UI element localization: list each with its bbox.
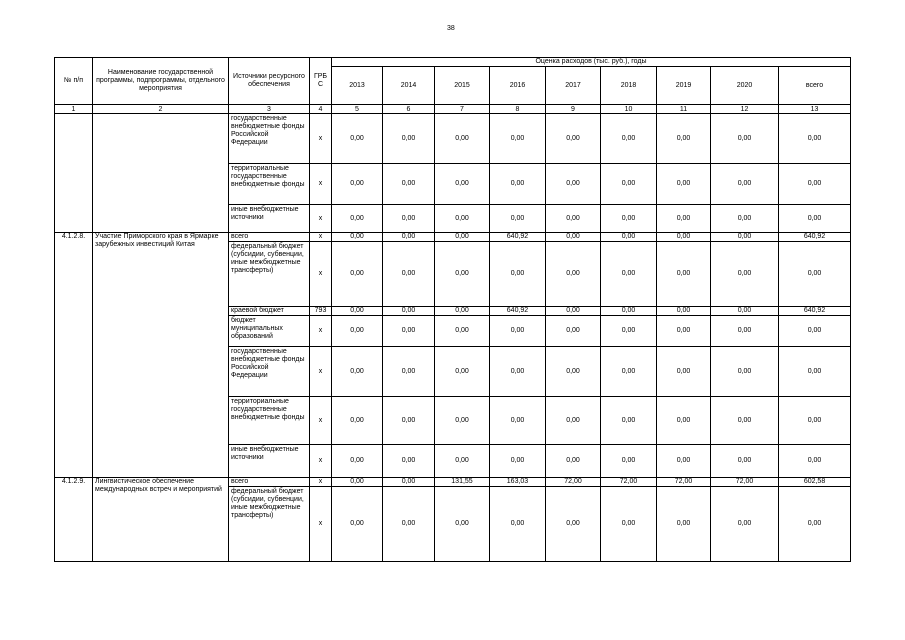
- column-number: 4: [310, 105, 332, 114]
- year-value: 0,00: [657, 307, 711, 316]
- year-value: 72,00: [601, 478, 657, 487]
- year-value: 0,00: [383, 445, 435, 478]
- grbs-code: х: [310, 478, 332, 487]
- year-value: 0,00: [490, 487, 546, 562]
- year-value: 0,00: [332, 233, 383, 242]
- column-number: 7: [435, 105, 490, 114]
- column-number: 12: [711, 105, 779, 114]
- header-year: 2020: [711, 67, 779, 105]
- year-value: 0,00: [657, 347, 711, 397]
- year-value: 163,03: [490, 478, 546, 487]
- funding-source: государственные внебюджетные фонды Российской Федерации: [229, 114, 310, 164]
- year-value: 0,00: [546, 233, 601, 242]
- year-value: 0,00: [601, 487, 657, 562]
- year-value: 0,00: [383, 316, 435, 347]
- column-number: 8: [490, 105, 546, 114]
- year-value: 0,00: [711, 307, 779, 316]
- year-value: 131,55: [435, 478, 490, 487]
- year-value: 0,00: [383, 164, 435, 205]
- header-col-name: Наименование государственной программы, подпрограммы, отдельного мероприятия: [93, 58, 229, 105]
- header-year-total: всего: [779, 67, 851, 105]
- funding-source: краевой бюджет: [229, 307, 310, 316]
- grbs-code: х: [310, 242, 332, 307]
- year-value: 0,00: [383, 205, 435, 233]
- year-value: 0,00: [657, 487, 711, 562]
- year-value: 0,00: [490, 445, 546, 478]
- year-value: 0,00: [383, 114, 435, 164]
- total-value: 602,58: [779, 478, 851, 487]
- funding-source: бюджет муниципальных образований: [229, 316, 310, 347]
- year-value: 0,00: [332, 164, 383, 205]
- year-value: 0,00: [546, 445, 601, 478]
- year-value: 0,00: [490, 316, 546, 347]
- column-numbers-row: [55, 105, 851, 114]
- total-value: 0,00: [779, 164, 851, 205]
- column-number: 1: [55, 105, 93, 114]
- year-value: 0,00: [601, 397, 657, 445]
- total-value: 0,00: [779, 487, 851, 562]
- year-value: 0,00: [383, 233, 435, 242]
- year-value: 0,00: [601, 242, 657, 307]
- year-value: 0,00: [383, 307, 435, 316]
- expenditure-table: [54, 57, 851, 562]
- column-number: 6: [383, 105, 435, 114]
- year-value: 0,00: [435, 316, 490, 347]
- item-index: 4.1.2.8.: [55, 233, 93, 478]
- total-value: 640,92: [779, 307, 851, 316]
- total-value: 0,00: [779, 347, 851, 397]
- column-number: 2: [93, 105, 229, 114]
- year-value: 0,00: [601, 114, 657, 164]
- year-value: 0,00: [601, 205, 657, 233]
- year-value: 0,00: [435, 233, 490, 242]
- grbs-code: х: [310, 233, 332, 242]
- year-value: 0,00: [490, 114, 546, 164]
- year-value: 0,00: [332, 242, 383, 307]
- year-value: 0,00: [601, 316, 657, 347]
- table-row: [55, 114, 851, 164]
- grbs-code: х: [310, 445, 332, 478]
- year-value: 0,00: [657, 164, 711, 205]
- total-value: 0,00: [779, 205, 851, 233]
- year-value: 0,00: [601, 233, 657, 242]
- table-row: [55, 478, 851, 487]
- year-value: 0,00: [332, 487, 383, 562]
- year-value: 0,00: [332, 307, 383, 316]
- year-value: 0,00: [332, 316, 383, 347]
- item-index: 4.1.2.9.: [55, 478, 93, 562]
- year-value: 0,00: [546, 205, 601, 233]
- column-number: 3: [229, 105, 310, 114]
- year-value: 0,00: [383, 397, 435, 445]
- year-value: 0,00: [435, 397, 490, 445]
- table-body: [55, 114, 851, 562]
- year-value: 72,00: [657, 478, 711, 487]
- year-value: 0,00: [490, 347, 546, 397]
- year-value: 0,00: [711, 242, 779, 307]
- item-name: Участие Приморского края в Ярмарке зарубежных инвестиций Китая: [93, 233, 229, 478]
- year-value: 0,00: [657, 397, 711, 445]
- funding-source: территориальные государственные внебюджетные фонды: [229, 397, 310, 445]
- year-value: 0,00: [435, 164, 490, 205]
- year-value: 0,00: [435, 347, 490, 397]
- year-value: 0,00: [490, 242, 546, 307]
- year-value: 0,00: [711, 233, 779, 242]
- header-year: 2016: [490, 67, 546, 105]
- year-value: 0,00: [546, 114, 601, 164]
- item-index: [55, 114, 93, 233]
- year-value: 0,00: [711, 164, 779, 205]
- year-value: 0,00: [435, 487, 490, 562]
- year-value: 0,00: [711, 205, 779, 233]
- year-value: 0,00: [383, 347, 435, 397]
- year-value: 0,00: [601, 164, 657, 205]
- year-value: 0,00: [657, 445, 711, 478]
- grbs-code: 793: [310, 307, 332, 316]
- year-value: 0,00: [711, 445, 779, 478]
- year-value: 0,00: [490, 205, 546, 233]
- year-value: 0,00: [601, 347, 657, 397]
- header-col-grbs: ГРБ С: [310, 58, 332, 105]
- column-number: 13: [779, 105, 851, 114]
- header-year: 2019: [657, 67, 711, 105]
- funding-source: федеральный бюджет (субсидии, субвенции, иные межбюджетные трансферты): [229, 242, 310, 307]
- grbs-code: х: [310, 114, 332, 164]
- total-value: 0,00: [779, 445, 851, 478]
- year-value: 0,00: [657, 316, 711, 347]
- year-value: 0,00: [546, 164, 601, 205]
- year-value: 0,00: [435, 242, 490, 307]
- year-value: 0,00: [332, 205, 383, 233]
- year-value: 0,00: [546, 316, 601, 347]
- year-value: 0,00: [546, 487, 601, 562]
- header-year: 2017: [546, 67, 601, 105]
- year-value: 0,00: [490, 164, 546, 205]
- header-group-title: Оценка расходов (тыс. руб.), годы: [332, 58, 851, 67]
- total-value: 640,92: [779, 233, 851, 242]
- item-name: [93, 114, 229, 233]
- year-value: 0,00: [383, 242, 435, 307]
- total-value: 0,00: [779, 242, 851, 307]
- grbs-code: х: [310, 205, 332, 233]
- year-value: 640,92: [490, 307, 546, 316]
- funding-source: государственные внебюджетные фонды Российской Федерации: [229, 347, 310, 397]
- funding-source: иные внебюджетные источники: [229, 205, 310, 233]
- year-value: 0,00: [601, 445, 657, 478]
- header-col-num: № п/п: [55, 58, 93, 105]
- year-value: 0,00: [711, 316, 779, 347]
- year-value: 640,92: [490, 233, 546, 242]
- column-number: 10: [601, 105, 657, 114]
- funding-source: территориальные государственные внебюджетные фонды: [229, 164, 310, 205]
- page-number: 38: [447, 25, 455, 32]
- year-value: 72,00: [711, 478, 779, 487]
- year-value: 0,00: [657, 242, 711, 307]
- table-row: [55, 233, 851, 242]
- year-value: 0,00: [711, 397, 779, 445]
- year-value: 0,00: [546, 242, 601, 307]
- year-value: 0,00: [657, 233, 711, 242]
- funding-source: всего: [229, 233, 310, 242]
- grbs-code: х: [310, 487, 332, 562]
- funding-source: всего: [229, 478, 310, 487]
- year-value: 0,00: [332, 114, 383, 164]
- column-number: 5: [332, 105, 383, 114]
- year-value: 0,00: [490, 397, 546, 445]
- year-value: 0,00: [435, 307, 490, 316]
- total-value: 0,00: [779, 397, 851, 445]
- item-name: Лингвистическое обеспечение международных встреч и мероприятий: [93, 478, 229, 562]
- grbs-code: х: [310, 164, 332, 205]
- year-value: 0,00: [383, 478, 435, 487]
- year-value: 0,00: [332, 445, 383, 478]
- year-value: 0,00: [546, 347, 601, 397]
- year-value: 0,00: [657, 205, 711, 233]
- header-year: 2013: [332, 67, 383, 105]
- year-value: 0,00: [332, 478, 383, 487]
- year-value: 0,00: [435, 114, 490, 164]
- year-value: 0,00: [332, 347, 383, 397]
- year-value: 0,00: [435, 205, 490, 233]
- grbs-code: х: [310, 316, 332, 347]
- year-value: 0,00: [332, 397, 383, 445]
- column-number: 11: [657, 105, 711, 114]
- total-value: 0,00: [779, 114, 851, 164]
- total-value: 0,00: [779, 316, 851, 347]
- grbs-code: х: [310, 347, 332, 397]
- year-value: 0,00: [546, 307, 601, 316]
- year-value: 0,00: [657, 114, 711, 164]
- year-value: 0,00: [601, 307, 657, 316]
- funding-source: федеральный бюджет (субсидии, субвенции, иные межбюджетные трансферты): [229, 487, 310, 562]
- year-value: 0,00: [711, 114, 779, 164]
- year-value: 0,00: [435, 445, 490, 478]
- header-col-source: Источники ресурсного обеспечения: [229, 58, 310, 105]
- grbs-code: х: [310, 397, 332, 445]
- year-value: 0,00: [711, 347, 779, 397]
- year-value: 0,00: [546, 397, 601, 445]
- header-year: 2015: [435, 67, 490, 105]
- column-number: 9: [546, 105, 601, 114]
- year-value: 0,00: [383, 487, 435, 562]
- year-value: 0,00: [711, 487, 779, 562]
- header-year: 2014: [383, 67, 435, 105]
- header-year: 2018: [601, 67, 657, 105]
- funding-source: иные внебюджетные источники: [229, 445, 310, 478]
- year-value: 72,00: [546, 478, 601, 487]
